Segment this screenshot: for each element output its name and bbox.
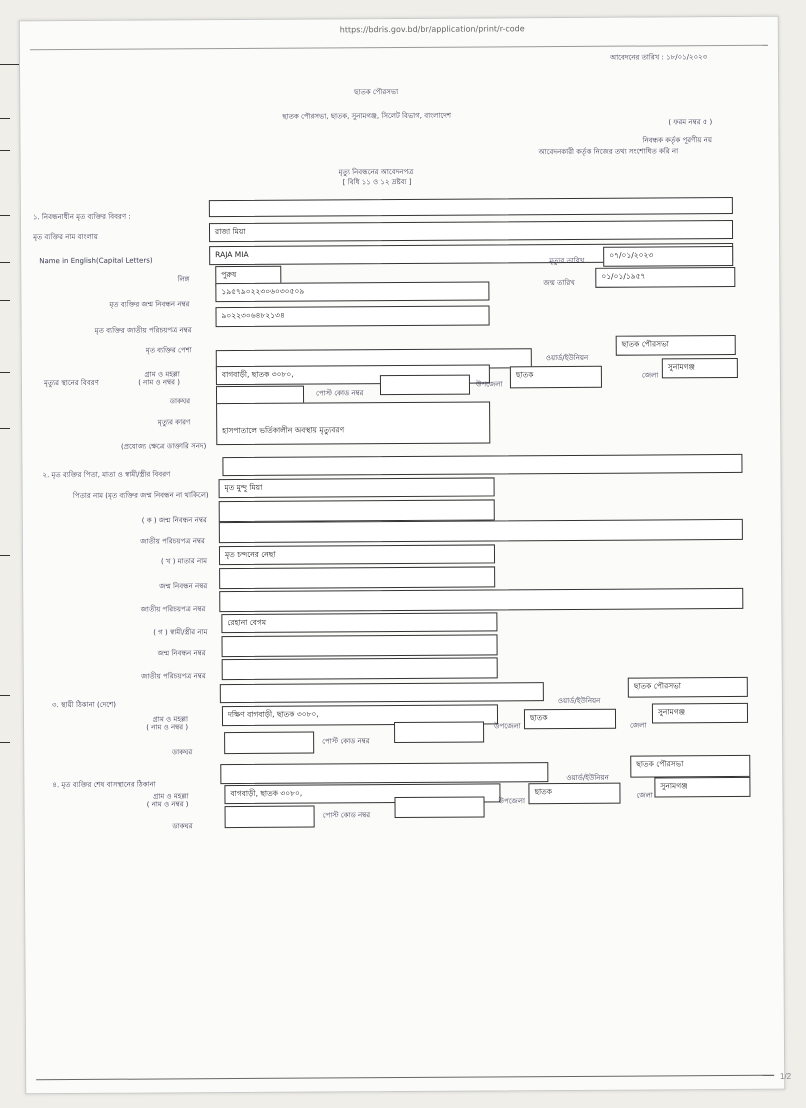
perm-village-sub: ( নাম ও নম্বর ) xyxy=(146,723,189,732)
postcode-label: পোস্ট কোড নম্বর xyxy=(315,389,364,398)
birth-date-label: জন্ম তারিখ xyxy=(543,278,575,288)
name-bn-label: মৃত ব্যক্তির নাম বাংলায় xyxy=(33,232,98,242)
occupation-label: মৃত ব্যক্তির পেশা xyxy=(145,346,192,355)
section4-heading: ৪. মৃত ব্যক্তির শেষ বাসস্থানের ঠিকানা xyxy=(52,780,156,790)
spouse-brn-label: জন্ম নিবন্ধন নম্বর xyxy=(157,649,206,658)
father-field: মৃত মুন্দু মিয়া xyxy=(219,477,495,498)
brn-field: ১৯৫৭৯০২২৩০৬০৩০৫০৯ xyxy=(215,281,489,302)
last-district-field: সুনামগঞ্জ xyxy=(654,777,750,798)
spouse-label: ( গ ) স্বামী/স্ত্রীর নাম xyxy=(153,628,208,637)
name-en-field: RAJA MIA xyxy=(209,243,733,265)
last-postcode-field xyxy=(394,797,484,819)
perm-district-field: সুনামগঞ্জ xyxy=(652,703,748,724)
brn-label: মৃত ব্যক্তির জন্ম নিবন্ধন নম্বর xyxy=(109,300,190,309)
mother-field: মৃত চন্দনের নেছা xyxy=(219,544,495,565)
postcode-field xyxy=(380,375,470,396)
perm-postcode-field xyxy=(394,722,484,744)
perm-village-label: গ্রাম ও মহল্লা xyxy=(152,715,189,724)
mother-brn-label: জন্ম নিবন্ধন নম্বর xyxy=(159,582,208,591)
last-village-sub: ( নাম ও নম্বর ) xyxy=(146,800,189,809)
perm-upazila-field: ছাতক xyxy=(524,709,616,730)
last-ward-label: ওয়ার্ড/ইউনিয়ন xyxy=(566,773,609,783)
last-po-field xyxy=(225,806,315,829)
section1-heading: ১. নিবন্ধনাধীন মৃত ব্যক্তির বিবরণ : xyxy=(32,212,131,222)
sex-label: লিঙ্গ xyxy=(177,275,190,284)
village-sub: ( নাম ও নম্বর ) xyxy=(138,378,180,387)
cause-field: হাসপাতালে ভর্তিকালীন অবস্থায় মৃত্যুবরণ xyxy=(216,401,490,445)
perm-upazila-label: উপজেলা xyxy=(494,722,521,731)
perm-ward-field: ছাতক পৌরসভা xyxy=(628,677,748,698)
page-url: https://bdris.gov.bd/br/application/print/r-code xyxy=(339,24,525,35)
ward-label: ওয়ার্ড/ইউনিয়ন xyxy=(545,353,589,363)
nid-label: মৃত ব্যক্তির জাতীয় পরিচয়পত্র নম্বর xyxy=(94,326,192,335)
last-district-label: জেলা xyxy=(636,791,653,800)
last-upazila-label: উপজেলা xyxy=(498,797,526,806)
form-title: মৃত্যু নিবন্ধনের আবেদনপত্র xyxy=(338,167,414,177)
perm-district-label: জেলা xyxy=(630,721,647,730)
death-date-field: ০৭/০১/২০২৩ xyxy=(603,246,733,267)
village-label: গ্রাম ও মহল্লা xyxy=(144,370,180,379)
header-note-2: আবেদনকারী কর্তৃক নিজের তথ্য সংশোধিত করি না xyxy=(538,147,679,157)
ward-field: ছাতক পৌরসভা xyxy=(616,335,736,356)
father-nid-label: জাতীয় পরিচয়পত্র নম্বর xyxy=(140,537,205,546)
father-brn-label: ( ক ) জন্ম নিবন্ধন নম্বর xyxy=(141,516,207,525)
section3-heading: ৩. স্থায়ী ঠিকানা (দেশে) xyxy=(51,700,116,710)
perm-village-field: দক্ষিণ বাগবাড়ী, ছাতক ৩০৮০, xyxy=(222,704,498,726)
name-bn-field: রাজা মিয়া xyxy=(209,220,733,242)
application-date: আবেদনের তারিখ : ১৮/০১/২০২৩ xyxy=(609,53,708,62)
perm-postcode-label: পোস্ট কোড নম্বর xyxy=(322,737,370,746)
cause-sub: (প্রযোজ্য ক্ষেত্রে ডাক্তারি সনদ) xyxy=(120,442,207,451)
place-label: মৃত্যুর স্থানের বিবরণ xyxy=(43,378,99,388)
form-subtitle: [ বিধি ১১ ও ১২ দ্রষ্টব্য ] xyxy=(342,177,412,187)
father-nid-field xyxy=(219,519,743,543)
po-label: ডাকঘর xyxy=(169,397,191,406)
upazila-field: ছাতক xyxy=(510,366,602,389)
father-label: পিতার নাম (মৃত ব্যক্তির জন্ম নিবন্ধন না থাকিলে) xyxy=(72,491,209,501)
spouse-nid-field xyxy=(222,657,498,680)
mother-label: ( খ ) মাতার নাম xyxy=(160,557,208,566)
birth-date-field: ০১/০১/১৯৫৭ xyxy=(595,267,735,288)
district-field: সুনামগঞ্জ xyxy=(662,358,738,378)
village-field: বাগবাড়ী, ছাতক ৩০৮০, xyxy=(216,364,490,385)
last-ward-field: ছাতক পৌরসভা xyxy=(630,755,750,778)
header-note-1: নিবন্ধক কর্তৃক পূরণীয় নয় xyxy=(642,136,713,145)
father-brn-field xyxy=(219,499,495,522)
office-address: ছাতক পৌরসভা, ছাতক, সুনামগঞ্জ, সিলেট বিভাগ, বাংলাদেশ xyxy=(282,111,452,121)
last-postcode-label: পোস্ট কোড নম্বর xyxy=(322,811,371,820)
mother-nid-label: জাতীয় পরিচয়পত্র নম্বর xyxy=(140,605,206,614)
last-village-label: গ্রাম ও মহল্লা xyxy=(153,792,189,801)
death-date-label: মৃত্যুর তারিখ xyxy=(549,256,585,266)
mother-nid-field xyxy=(219,588,743,612)
printed-form xyxy=(19,16,786,1095)
cause-label: মৃত্যুর কারণ xyxy=(157,418,191,427)
page-number: 1/2 xyxy=(780,1072,792,1081)
spouse-brn-field xyxy=(221,634,497,657)
name-en-label: Name in English(Capital Letters) xyxy=(39,256,153,266)
spouse-field: রেহানা বেগম xyxy=(221,612,497,633)
sex-field: পুরুষ xyxy=(215,266,281,287)
perm-po-label: ডাকঘর xyxy=(171,748,193,757)
nid-field: ৯০২২৩০৬৪৮২১৩৪ xyxy=(215,305,489,327)
mother-brn-field xyxy=(219,566,495,589)
district-label: জেলা xyxy=(641,371,659,380)
office-name: ছাতক পৌরসভা xyxy=(354,88,399,97)
last-po-label: ডাকঘর xyxy=(172,822,193,831)
last-upazila-field: ছাতক xyxy=(528,783,620,805)
perm-ward-label: ওয়ার্ড/ইউনিয়ন xyxy=(557,696,601,706)
section2-heading: ২. মৃত ব্যক্তির পিতা, মাতা ও স্বামী/স্ত্রীর বিবরণ xyxy=(42,470,171,480)
form-number: ( ফরম নম্বর ৫ ) xyxy=(668,118,713,127)
spouse-nid-label: জাতীয় পরিচয়পত্র নম্বর xyxy=(141,672,206,681)
last-village-field: বাগবাড়ী, ছাতক ৩০৮০, xyxy=(224,783,500,804)
upazila-label: উপজেলা xyxy=(475,380,503,389)
perm-po-field xyxy=(224,732,314,755)
